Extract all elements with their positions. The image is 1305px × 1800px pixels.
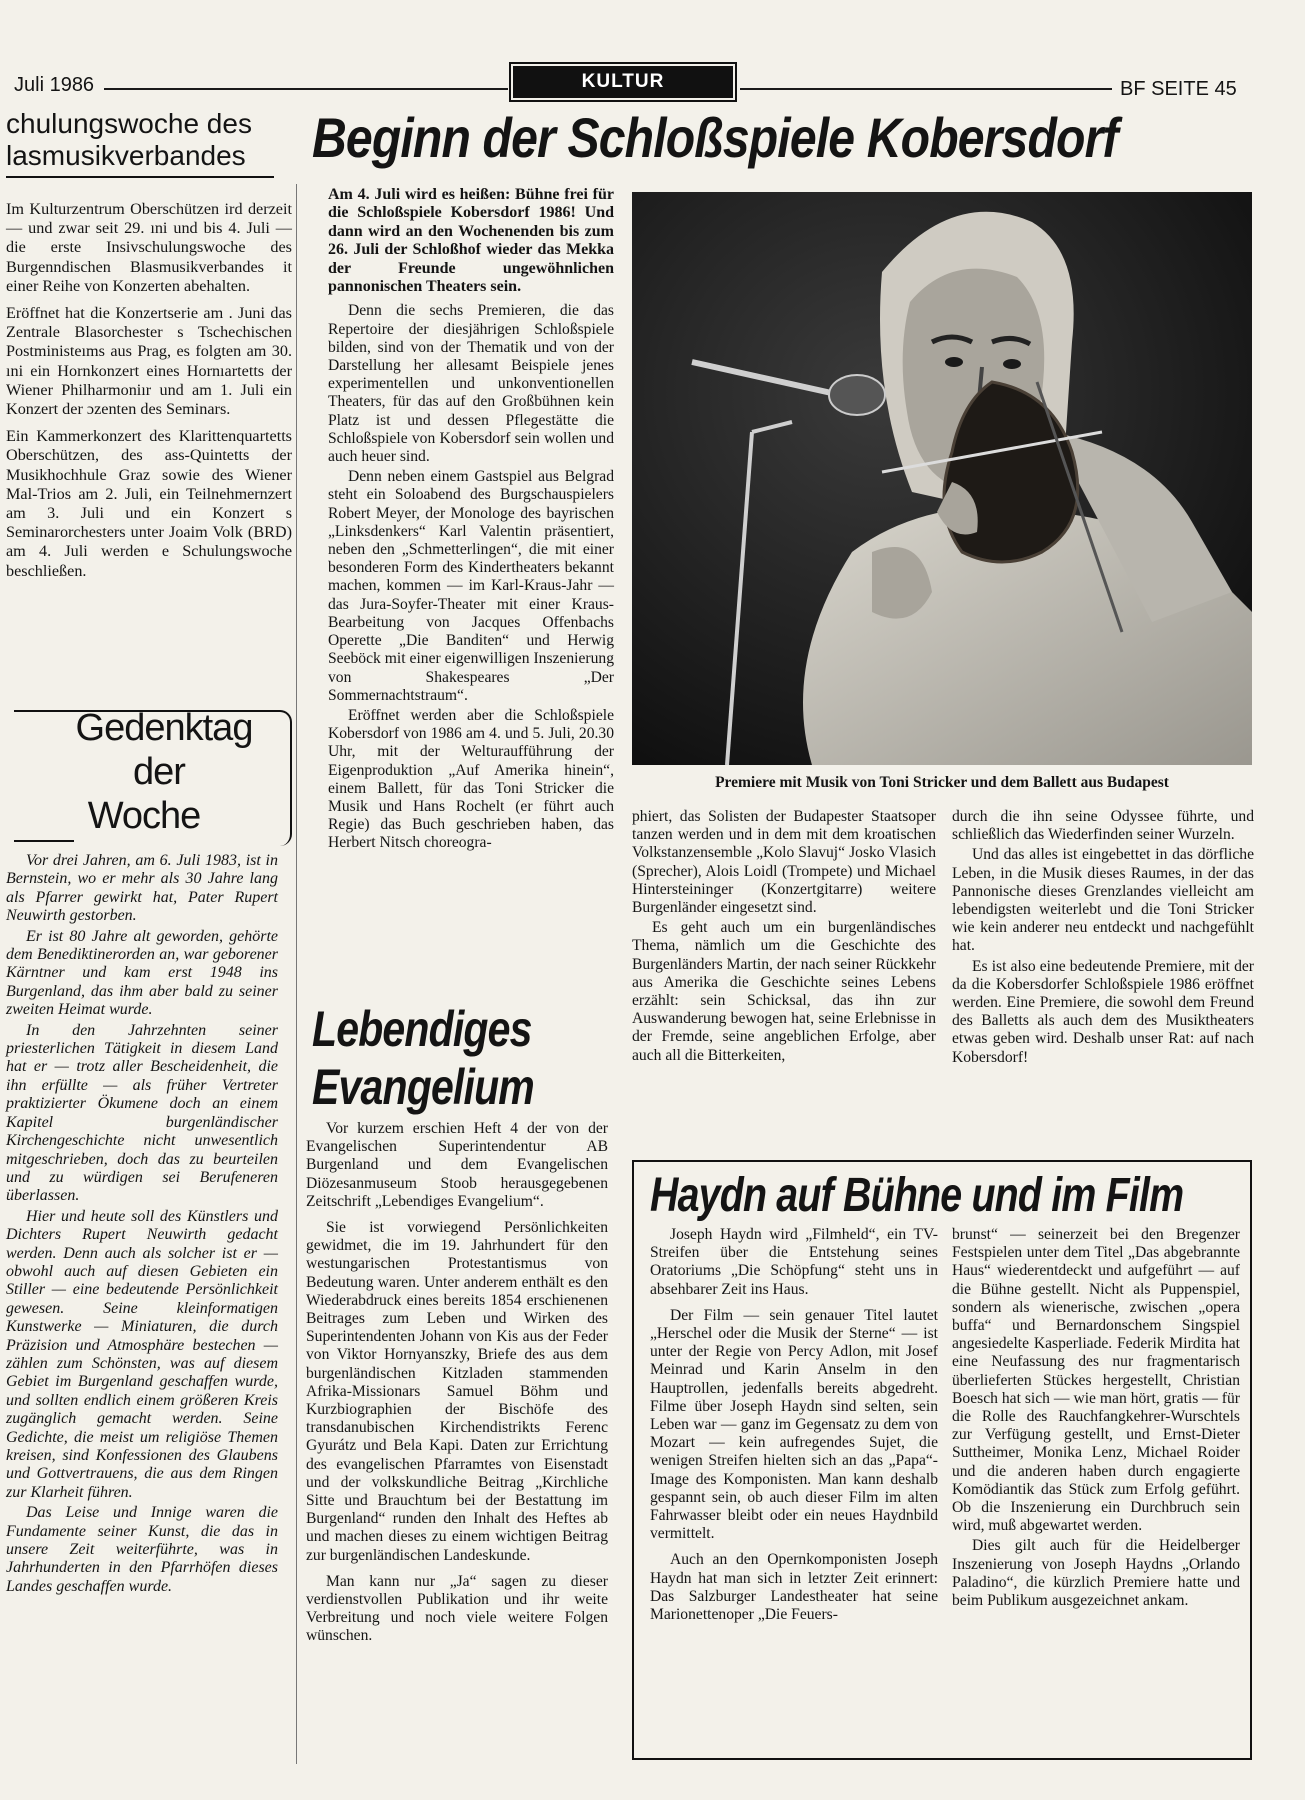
haydn-col1: Joseph Haydn wird „Filmheld“, ein TV-Streifen über die Entstehung seines Oratoriums „Die Schöpfung“ steht uns in absehbarer Zeit ins Haus. Der Film — sein genauer Titel lautet „Herschel oder die Musik der Sterne“ — ist unter der Regie von Percy Adlon, mit Josef Meinrad und Karin Anselm in den Hauptrollen, jedenfalls bereits abgedreht. Filme über Joseph Haydn sind selten, sein Leben war — ganz im Gegensatz zu dem von Mozart — kein aufregendes Sujet, die wenigen Streifen hielten sich an das „Papa“-Image des Komponisten. Man kann deshalb gespannt sein, ob auch dieser Film im alten Fahrwasser bleibt oder ein neues Haydnbild vermittelt. Auch an den Opernkomponisten Joseph Haydn hat man sich in letzter Zeit erinnert: Das Salzburger Landestheater hat seine Marionettenoper „Die Feuers- bbox=[650, 1226, 938, 1624]
gedenktag-body: Vor drei Jahren, am 6. Juli 1983, ist in Bernstein, wo er mehr als 30 Jahre lang als Pfarrer gewirkt hat, Pater Rupert Neuwirth gestorben. Er ist 80 Jahre alt geworden, gehörte dem Benediktinerorden an, war geborener Kärntner und kam erst 1948 ins Burgenland, das ihm aber bald zu seiner zweiten Heimat wurde. In den Jahrzehnten seiner priesterlichen Tätigkeit in diesem Land hat er — trotz aller Bescheidenheit, die ihn erfüllte — als früher Vertreter praktizierter Ökumene doch an einem Kapitel burgenländischer Kirchengeschichte nicht unwesentlich mitgeschrieben, doch das zu beurteilen und zu würdigen sei Berufeneren überlassen. Hier und heute soll des Künstlers und Dichters Rupert Neuwirth gedacht werden. Denn auch als solcher ist er — obwohl auch auf diesen Gebieten ein Stiller — eine bedeutende Persönlichkeit gewesen. Seine kleinformatigen Kunstwerke — Miniaturen, die durch Präzision und Atmosphäre bestechen — zählen zum Schönsten, was auf diesem Gebiet im Burgenland geschaffen wurde, und sollten endlich einem größeren Kreis zugänglich gemacht werden. Seine Gedichte, die meist um religiöse Themen kreisen, sind Konfessionen des Glaubens und Gottvertrauens, die aus dem Ringen zur Klarheit führen. Das Leise und Innige waren die Fundamente seiner Kunst, die das in unsere Zeit weiterführte, was in Jahrhunderten in den Pfarrhöfen dieses Landes geschaffen wurde. bbox=[6, 852, 278, 1595]
issue-date: Juli 1986 bbox=[14, 74, 95, 96]
evangelium-body: Vor kurzem erschien Heft 4 der von der Evangelischen Superintendentur AB Burgenland und dem Evangelischen Diözesanmuseum Stoob herausgegebenen Zeitschrift „Lebendiges Evangelium“. Sie ist vorwiegend Persönlichkeiten gewidmet, die im 19. Jahrhundert für den westungarischen Protestantismus von Bedeutung waren. Unter anderem enthält es den Wiederabdruck eines bereits 1854 erschienenen Beitrages zum Leben und Wirken des Superintendenten Johann von Kis aus der Feder von Viktor Hornyanszky, Briefe des aus dem burgenländischen Kitzladen stammenden Afrika-Missionars Samuel Böhm und Kurzbiographien der Bischöfe des transdanubischen Kirchendistrikts Ferenc Gyurátz und Bela Kapi. Daten zur Errichtung des evangelischen Pfarramtes von Eisenstadt und der volkskundliche Beitrag „Kirchliche Sitte und Brauchtum bei der Bestattung im Burgenland“ runden den Inhalt des Heftes ab und machen dieses zu einem wichtigen Beitrag zur burgenländischen Landeskunde. Man kann nur „Ja“ sagen zu dieser verdienstvollen Publikation und ihr weite Verbreitung und noch viele weitere Folgen wünschen. bbox=[306, 1120, 608, 1645]
violinist-photo-image bbox=[632, 192, 1252, 765]
page-number: BF SEITE 45 bbox=[1120, 78, 1237, 100]
main-article-col2: phiert, das Solisten der Budapester Staatsoper tanzen werden und in dem mit dem kroatischen Volkstanzensemble „Kolo Slavuj“ Josko Vlasich (Sprecher), Alois Loidl (Trompete) und Michael Hintersteininger (Konzertgitarre) weitere Burgenländer eingesetzt sind. Es geht auch um ein burgenländisches Thema, nämlich um die Geschichte des Burgenländers Martin, der nach seiner Rückkehr aus Amerika die Geschichte seines Lebens erzählt: sein Schicksal, das ihn zur Auswanderung bewogen hat, seine Erlebnisse in der Fremde, seine angeblichen Erfolge, aber auch all die Bitterkeiten, bbox=[632, 808, 936, 1064]
header-rule-right bbox=[740, 88, 1112, 90]
gedenktag-title: Gedenktag der Woche bbox=[75, 707, 253, 837]
main-article-col3: durch die ihn seine Odyssee führte, und schließlich das Wiederfinden seiner Wurzeln. Und das alles ist eingebettet in das dörfliche Leben, in die Musik dieses Raumes, in der das Pannonische dieses Grenzlandes vielleicht am lebendigsten weiterlebt und die Toni Stricker wie kein anderer neu entdeckt und nachgefühlt hat. Es ist also eine bedeutende Premiere, mit der da die Kobersdorfer Schloßspiele 1986 eröffnet werden. Eine Premiere, die sowohl dem Freund des Balletts als auch dem des Musiktheaters etwas geben wird. Deshalb unser Rat: auf nach Kobersdorf! bbox=[952, 808, 1254, 1066]
headline-rule bbox=[6, 176, 274, 178]
main-article-col1: Am 4. Juli wird es heißen: Bühne frei für die Schloßspiele Kobersdorf 1986! Und dann wird an den Wochenenden bis zum 26. Juli der Schloßhof wieder das Mekka der Freunde ungewöhnlichen pannonischen Theaters sein. Denn die sechs Premieren, die das Repertoire der diesjährigen Schloßspiele bilden, sind von der Thematik und von der Darstellung her allesamt Beispiele jenes experimentellen und unkonventionellen Theaters, für das auf den Großbühnen kein Platz ist und dessen Pflegestätte die Schloßspiele von Kobersdorf sein wollen und auch heuer sind. Denn neben einem Gastspiel aus Belgrad steht ein Soloabend des Burgschauspielers Robert Meyer, der Monologe des bayrischen „Linksdenkers“ Karl Valentin präsentiert, neben den „Schmetterlingen“, die mit einer besonderen Form des Kindertheaters bekannt machen, kommen — im Karl-Kraus-Jahr — das Jura-Soyfer-Theater mit einer Kraus-Bearbeitung von Jacques Offenbachs Operette „Die Banditen“ und Herwig Seeböck mit einer eigenwilligen Inszenierung von Shakespeares „Der Sommernachtstraum“. Eröffnet werden aber die Schloßspiele Kobersdorf von 1986 am 4. und 5. Juli, 20.30 Uhr, mit der Welturaufführung der Eigenproduktion „Auf Amerika hinein“, einem Ballett, für das Toni Stricker die Musik und Hans Rochelt (er führt auch Regie) das Buch geschrieben haben, das Herbert Nitsch choreogra- bbox=[328, 186, 614, 852]
header-rule-left bbox=[104, 88, 508, 90]
photo-caption: Premiere mit Musik von Toni Stricker und dem Ballett aus Budapest bbox=[715, 774, 1169, 791]
gedenktag-underline bbox=[14, 840, 74, 842]
schulungswoche-body: Im Kulturzentrum Oberschützen ird derzeit — und zwar seit 29. ıni und bis 4. Juli — die erste Insivschulungswoche des Burgenndischen Blasmusikverbandes it einer Reihe von Konzerten abehalten. Eröffnet hat die Konzertserie am . Juni das Zentrale Blasorchester s Tschechischen Postministeıms aus Prag, es folgten am 30. ıni ein Hornkonzert eines Hornıartetts der Wiener Philharmoniır und am 1. Juli ein Konzert der ɔzenten des Seminars. Ein Kammerkonzert des Klarittenquartetts Oberschützen, des ass-Quintetts der Musikhochhule Graz sowie des Wiener Mal-Trios am 2. Juli, ein Teilnehmernzert am 3. Juli und ein Konzert s Seminarorchesters unter Joaim Volk (BRD) am 4. Juli werden e Schulungswoche beschließen. bbox=[6, 200, 292, 580]
section-label: KULTUR bbox=[513, 66, 733, 98]
schulungswoche-headline: chulungswoche des lasmusikverbandes bbox=[6, 108, 252, 171]
haydn-col2: brunst“ — seinerzeit bei den Bregenzer Festspielen unter dem Titel „Das abgebrannte Haus“ wiederentdeckt und aufgeführt — auf die Bühne gestellt. Nicht als Puppenspiel, sondern als wienerische, zwischen „opera buffa“ und Bernardonschem Singspiel angesiedelte Kasperliade. Federik Mirdita hat eine Neufassung des nur fragmentarisch überlieferten Stückes hergestellt, Christian Boesch hat sich — wie man hört, gratis — für die Rolle des Rauchfangkehrer-Wurschtels zur Verfügung gestellt, und Ernst-Dieter Suttheimer, Monika Lenz, Michael Roider und die anderen haben durch engagierte Komödiantik das Stück zum Erfolg geführt. Ob die Inszenierung ein Durchbruch sein wird, muß abgewartet werden. Dies gilt auch für die Heidelberger Inszenierung von Joseph Haydns „Orlando Paladino“, die kürzlich Premiere hatte und beim Publikum ausgezeichnet ankam. bbox=[952, 1226, 1240, 1610]
premiere-photo bbox=[632, 192, 1252, 765]
main-headline: Beginn der Schloßspiele Kobersdorf bbox=[312, 106, 1118, 169]
haydn-headline: Haydn auf Bühne und im Film bbox=[650, 1169, 1184, 1222]
column-divider bbox=[296, 184, 297, 1764]
evangelium-headline: Lebendiges Evangelium bbox=[312, 1001, 534, 1115]
